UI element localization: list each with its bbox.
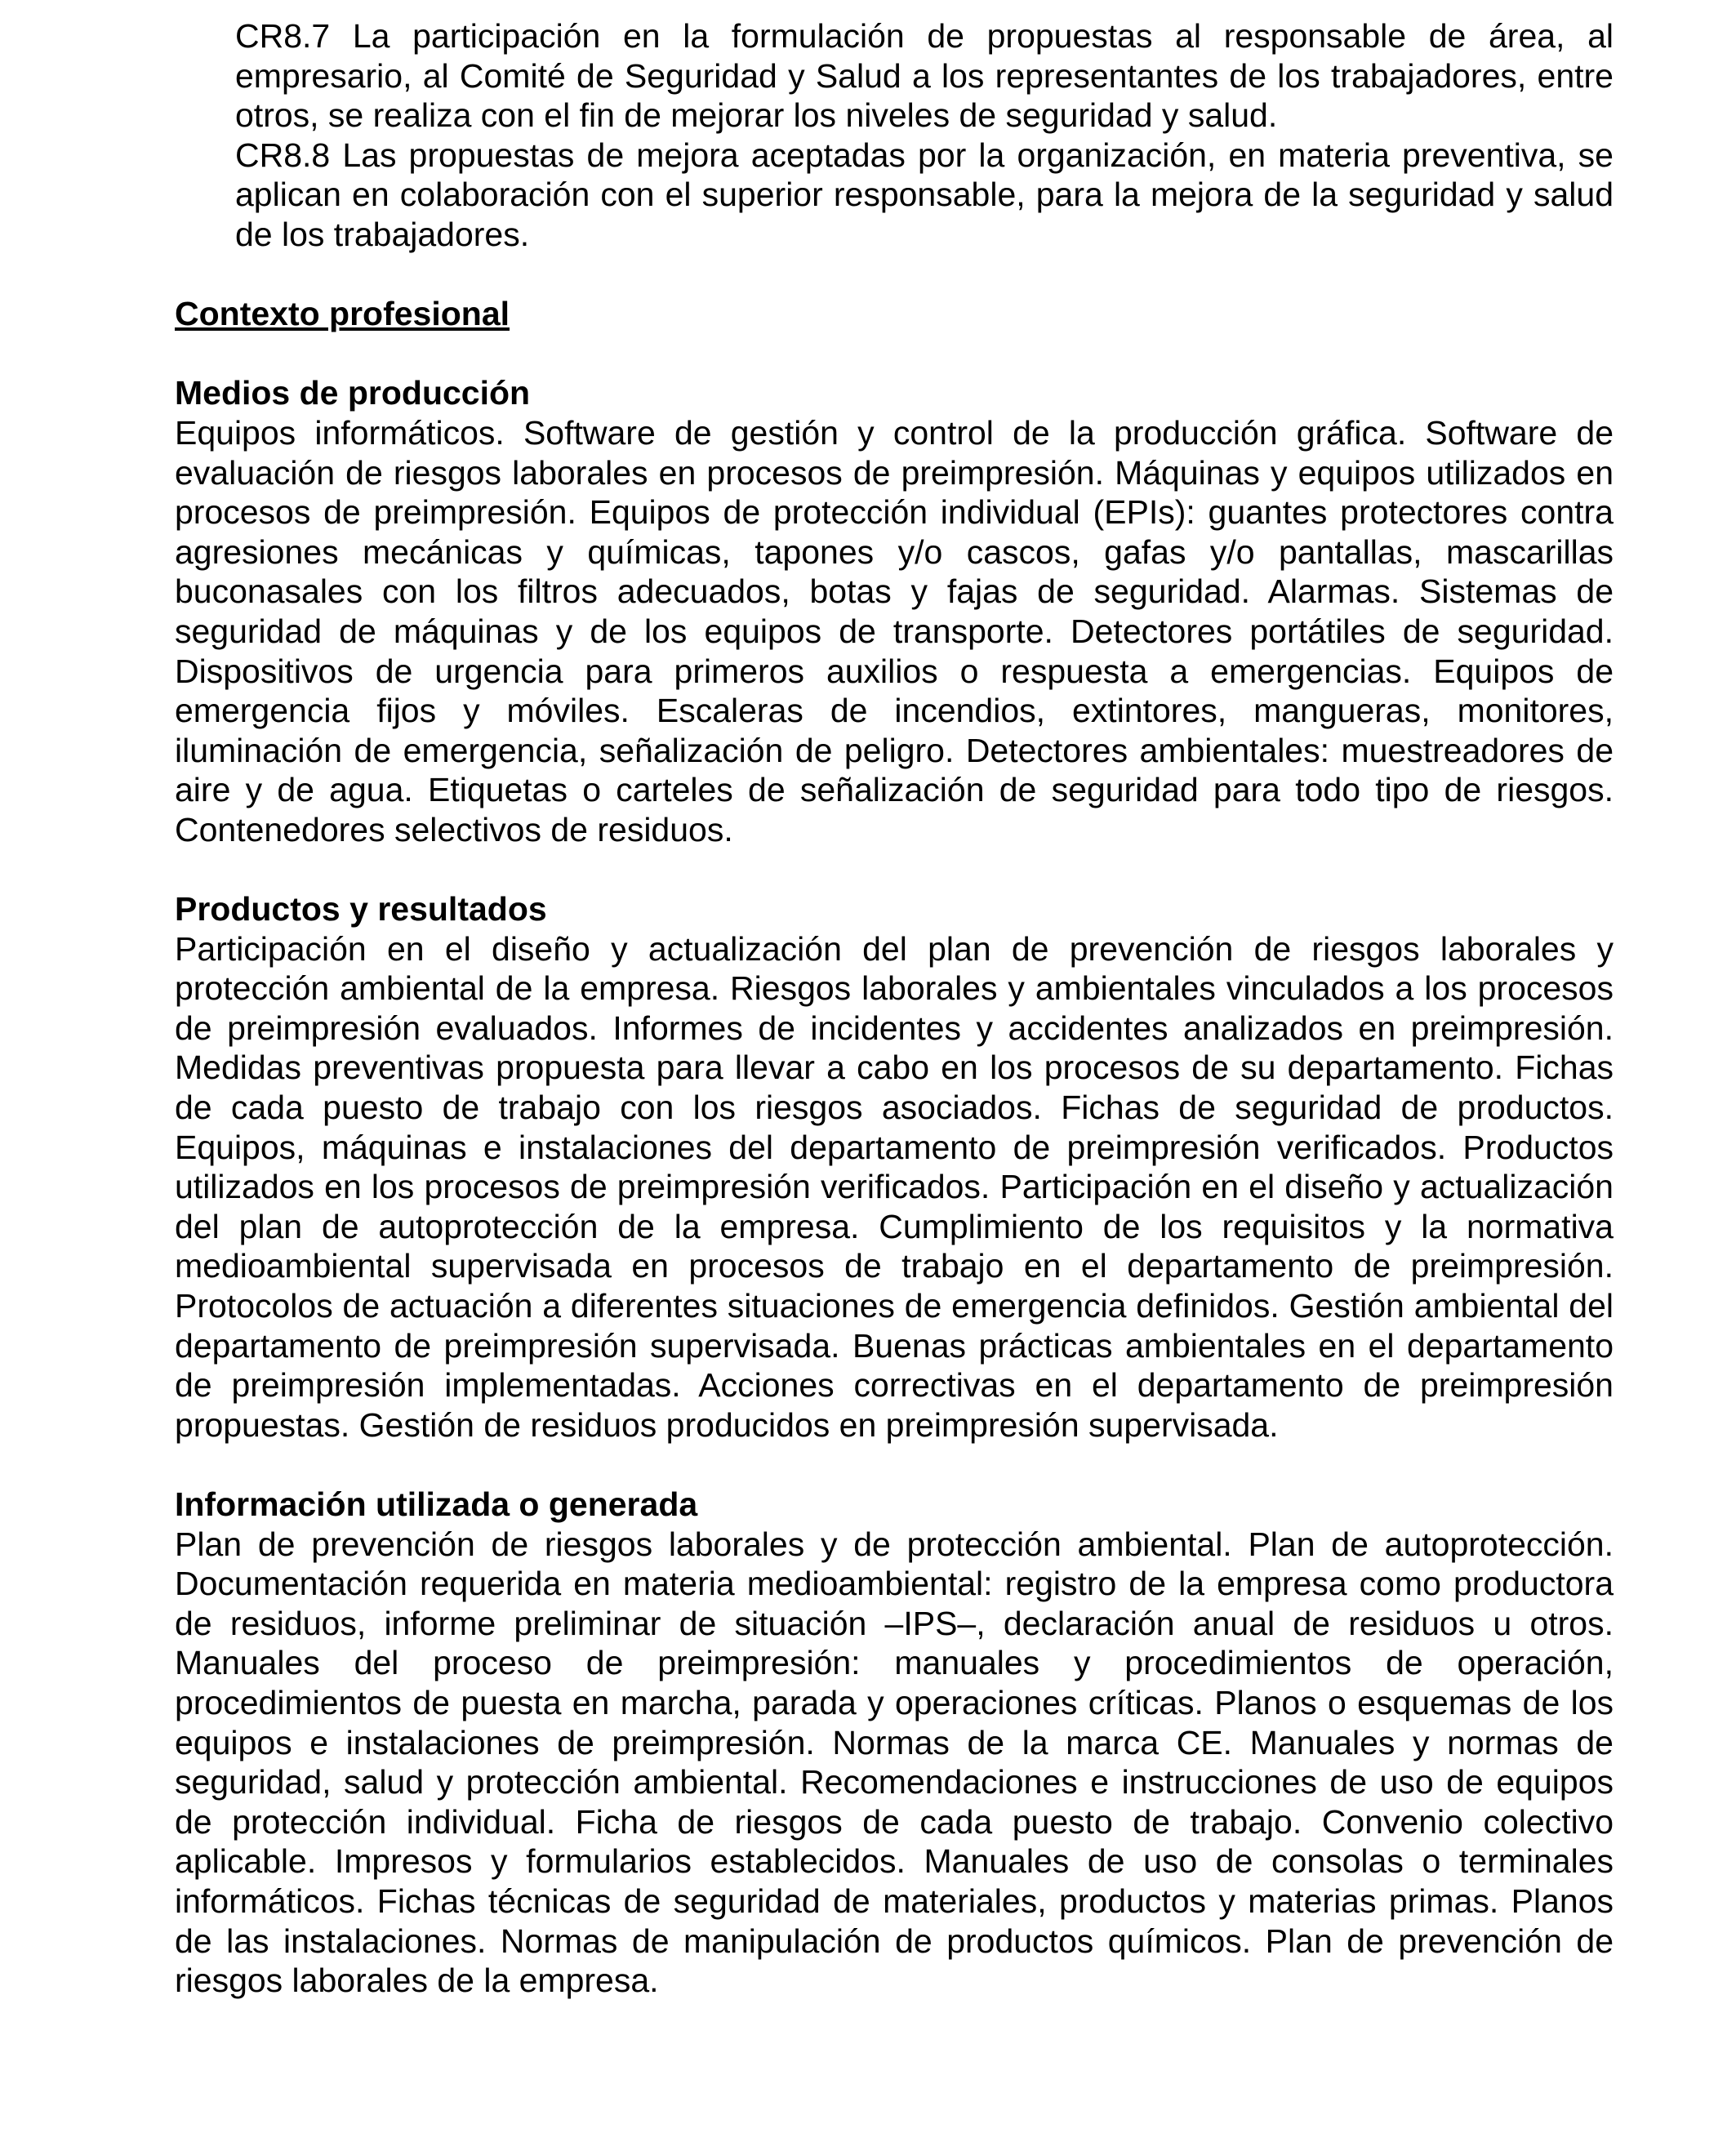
subsection-title-informacion: Información utilizada o generada xyxy=(175,1485,698,1523)
subsection-title-productos: Productos y resultados xyxy=(175,890,547,928)
subsection-title-medios: Medios de producción xyxy=(175,374,531,412)
subsection-body-productos: Participación en el diseño y actualización del plan de prevención de riesgos laborales y protección ambiental de la empresa. Riesgos laborales y ambientales vinculados a los procesos de preimpresión evaluados. Informes de incidentes y accidentes analizados en preimpresión. Medidas preventivas propuesta para llevar a cabo en los procesos de su departamento. Fichas de cada puesto de trabajo con los riesgos asociados. Fichas de seguridad de productos. Equipos, máquinas e instalaciones del departamento de preimpresión verificados. Productos utilizados en los procesos de preimpresión verificados. Participación en el diseño y actualización del plan de autoprotección de la empresa. Cumplimiento de los requisitos y la normativa medioambiental supervisada en procesos de trabajo en el departamento de preimpresión. Protocolos de actuación a diferentes situaciones de emergencia definidos. Gestión ambiental del departamento de preimpresión supervisada. Buenas prácticas ambientales en el departamento de preimpresión implementadas. Acciones correctivas en el departamento de preimpresión propuestas. Gestión de residuos producidos en preimpresión supervisada. xyxy=(175,929,1614,1444)
document-page xyxy=(175,16,1614,2001)
criterion-cr8-8: CR8.8 Las propuestas de mejora aceptadas por la organización, en materia preventiva, se aplican en colaboración con el superior responsable, para la mejora de la seguridad y salud de los trabajadores. xyxy=(235,136,1614,253)
criterion-cr8-7: CR8.7 La participación en la formulación de propuestas al responsable de área, al empresario, al Comité de Seguridad y Salud a los representantes de los trabajadores, entre otros, se realiza con el fin de mejorar los niveles de seguridad y salud. xyxy=(235,17,1614,135)
section-title-contexto-profesional: Contexto profesional xyxy=(175,295,510,333)
subsection-body-medios: Equipos informáticos. Software de gestión y control de la producción gráfica. Software de evaluación de riesgos laborales en procesos de preimpresión. Máquinas y equipos utilizados en procesos de preimpresión. Equipos de protección individual (EPIs): guantes protectores contra agresiones mecánicas y químicas, tapones y/o cascos, gafas y/o pantallas, mascarillas buconasales con los filtros adecuados, botas y fajas de seguridad. Alarmas. Sistemas de seguridad de máquinas y de los equipos de transporte. Detectores portátiles de seguridad. Dispositivos de urgencia para primeros auxilios o respuesta a emergencias. Equipos de emergencia fijos y móviles. Escaleras de incendios, extintores, mangueras, monitores, iluminación de emergencia, señalización de peligro. Detectores ambientales: muestreadores de aire y de agua. Etiquetas o carteles de señalización de seguridad para todo tipo de riesgos. Contenedores selectivos de residuos. xyxy=(175,413,1614,848)
subsection-body-informacion: Plan de prevención de riesgos laborales y de protección ambiental. Plan de autoprotección. Documentación requerida en materia medioambiental: registro de la empresa como productora de residuos, informe preliminar de situación –IPS–, declaración anual de residuos u otros. Manuales del proceso de preimpresión: manuales y procedimientos de operación, procedimientos de puesta en marcha, parada y operaciones críticas. Planos o esquemas de los equipos e instalaciones de preimpresión. Normas de la marca CE. Manuales y normas de seguridad, salud y protección ambiental. Recomendaciones e instrucciones de uso de equipos de protección individual. Ficha de riesgos de cada puesto de trabajo. Convenio colectivo aplicable. Impresos y formularios establecidos. Manuales de uso de consolas o terminales informáticos. Fichas técnicas de seguridad de materiales, productos y materias primas. Planos de las instalaciones. Normas de manipulación de productos químicos. Plan de prevención de riesgos laborales de la empresa. xyxy=(175,1525,1614,2000)
